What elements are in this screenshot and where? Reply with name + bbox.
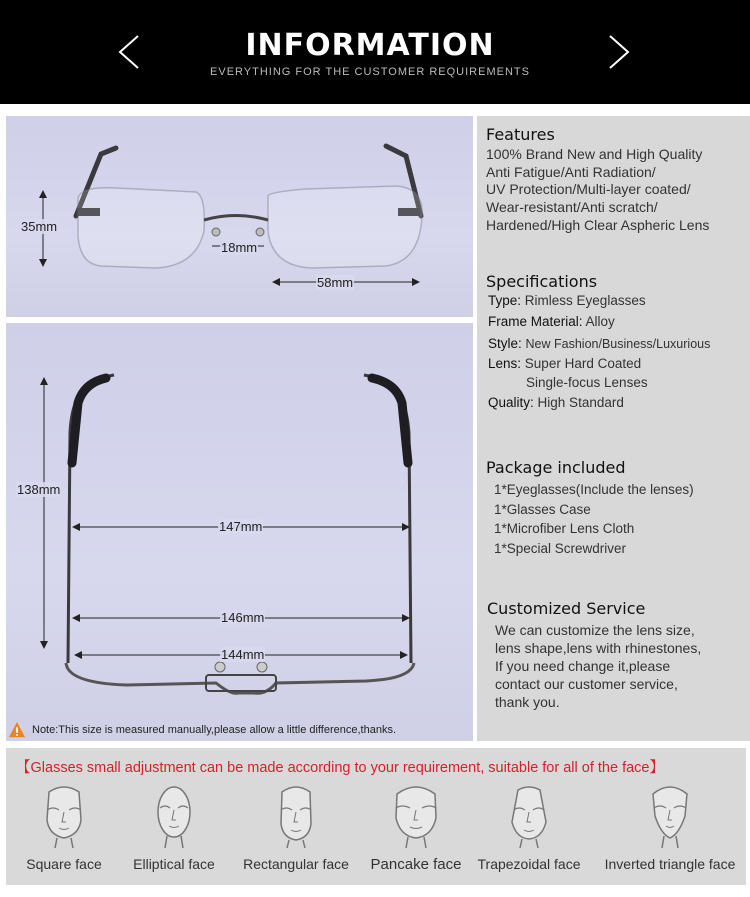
features-heading: Features [486,125,555,144]
bridge-width-label: 18mm [221,240,258,255]
face-label-elliptical: Elliptical face [133,856,215,872]
spec-type [488,293,646,308]
features-line-4: Wear-resistant/Anti scratch/ [486,199,658,215]
service-line-3: If you need change it,please [495,658,671,674]
front-view-photo [6,116,473,317]
face-shapes-section [6,748,746,885]
temple-length-label: 138mm [17,482,61,497]
width-147-label: 147mm [219,519,263,534]
face-label-trapezoidal: Trapezoidal face [477,856,581,872]
package-item-2: 1*Glasses Case [494,502,591,517]
spec-quality-value: High Standard [537,395,624,410]
face-elliptical [124,780,224,872]
specifications-heading: Specifications [486,272,598,291]
spec-material-label: Frame Material: [488,314,583,329]
spec-style-value: New Fashion/Business/Luxurious [525,337,711,351]
spec-material-value: Alloy [585,314,615,329]
chevron-right-icon[interactable] [604,32,634,72]
service-line-2: lens shape,lens with rhinestones, [495,640,702,656]
size-note [8,720,396,740]
page-subtitle: EVERYTHING FOR THE CUSTOMER REQUIREMENTS [210,66,530,78]
inverted-triangle-face-icon [645,780,695,850]
spec-quality [488,395,624,410]
square-face-icon [39,780,89,850]
page-title: INFORMATION [245,28,495,63]
face-label-inverted-triangle: Inverted triangle face [604,856,736,872]
warning-icon [8,721,26,739]
service-heading: Customized Service [487,599,646,618]
package-item-4: 1*Special Screwdriver [494,541,627,556]
face-inverted-triangle [598,780,742,872]
face-label-rectangular: Rectangular face [243,856,349,872]
service-line-5: thank you. [495,694,560,710]
info-panel [477,116,750,741]
spec-type-value: Rimless Eyeglasses [524,293,646,308]
rectangular-face-icon [271,780,321,850]
spec-lens-label: Lens: [488,356,522,371]
spec-quality-label: Quality: [488,395,534,410]
top-view-photo [6,323,473,741]
size-note-text: Note:This size is measured manually,please allow a little difference,thanks. [32,724,396,736]
face-label-pancake: Pancake face [370,856,462,873]
spec-style-label: Style: [488,336,522,351]
face-banner: 【Glasses small adjustment can be made according to your requirement, suitable for all of the face】 [16,760,664,776]
package-item-1: 1*Eyeglasses(Include the lenses) [494,482,694,497]
package-item-3: 1*Microfiber Lens Cloth [494,521,635,536]
front-height-label: 35mm [21,219,58,234]
face-trapezoidal [472,780,586,872]
pancake-face-icon [388,780,444,850]
package-heading: Package included [486,458,626,477]
service-line-4: contact our customer service, [495,676,678,692]
spec-lens-value-2: Single-focus Lenses [526,375,648,390]
features-line-1: 100% Brand New and High Quality [486,146,703,162]
width-146-label: 146mm [221,610,265,625]
features-line-3: UV Protection/Multi-layer coated/ [486,181,691,197]
lens-width-label: 58mm [317,275,354,290]
face-pancake [362,780,470,873]
front-glasses-illustration [6,116,473,317]
elliptical-face-icon [149,780,199,850]
service-line-1: We can customize the lens size, [495,622,695,638]
spec-material [488,314,615,329]
spec-style [488,336,710,351]
spec-type-label: Type: [488,293,522,308]
width-144-label: 144mm [221,647,265,662]
spec-lens [488,356,641,371]
face-rectangular [234,780,358,872]
spec-lens-value-1: Super Hard Coated [524,356,642,371]
features-line-2: Anti Fatigue/Anti Radiation/ [486,164,656,180]
trapezoidal-face-icon [504,780,554,850]
face-label-square: Square face [26,856,102,872]
header [0,0,750,104]
face-square [20,780,108,872]
features-line-5: Hardened/High Clear Aspheric Lens [486,217,710,233]
